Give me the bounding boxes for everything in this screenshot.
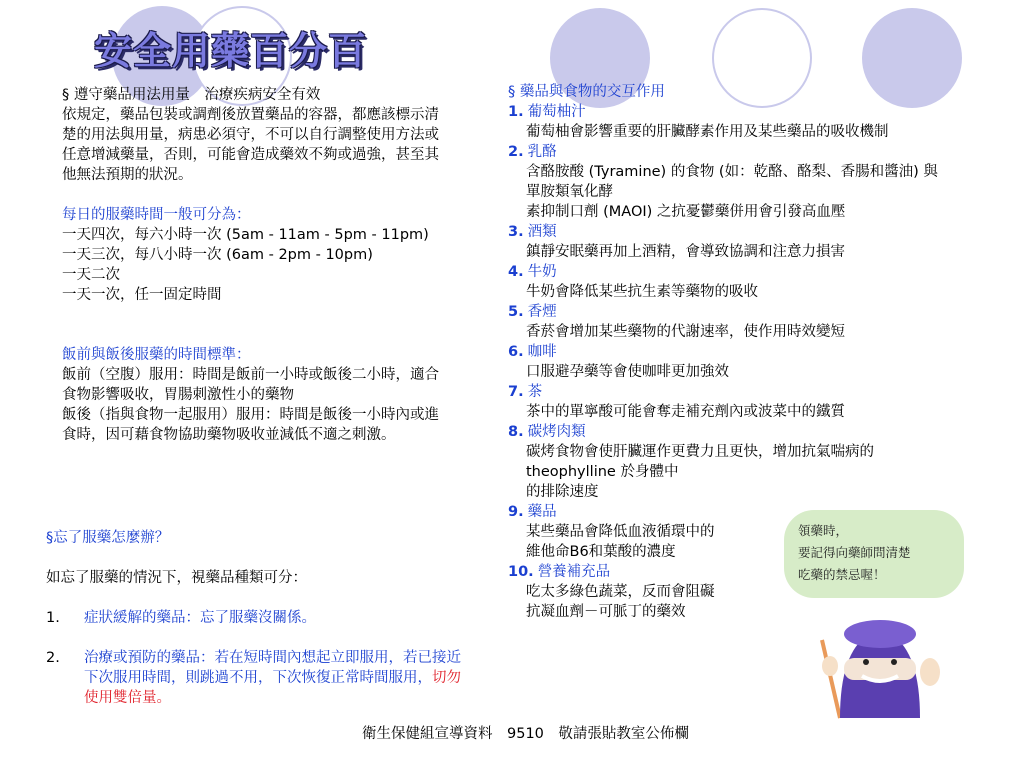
interaction-item-number: 1. bbox=[508, 104, 524, 120]
after-meal-paragraph: 飯後（指與食物一起服用）服用：時間是飯後一小時內或進食時，因可藉食物協助藥物吸收並減低不適之刺激。 bbox=[62, 407, 439, 443]
schedule-2x: 一天二次 bbox=[62, 267, 120, 283]
interaction-item bbox=[508, 382, 940, 422]
speech-bubble bbox=[784, 510, 964, 598]
interaction-item-desc: 碳烤食物會使肝臟運作更費力且更快，增加抗氣喘病的 theophylline 於身體中 bbox=[526, 444, 874, 480]
interaction-item-desc: 葡萄柚會影響重要的肝臟酵素作用及某些藥品的吸收機制 bbox=[526, 124, 889, 140]
interaction-item-desc: 含酪胺酸 (Tyramine) 的食物 (如：乾酪、酪梨、香腸和醬油) 與單胺類氧化酵 bbox=[526, 164, 938, 200]
list-item bbox=[46, 608, 466, 628]
list-number: 1. bbox=[46, 610, 60, 626]
schedule-1x: 一天一次，任一固定時間 bbox=[62, 287, 222, 303]
interaction-item-desc: 抗凝血劑－可脈丁的藥效 bbox=[526, 604, 686, 620]
section-heading-dosage: § 遵守藥品用法用量 治療疾病安全有效 bbox=[62, 87, 321, 103]
interaction-item-desc: 鎮靜安眠藥再加上酒精，會導致協調和注意力損害 bbox=[526, 244, 845, 260]
interaction-item-number: 10. bbox=[508, 564, 534, 580]
interaction-item-number: 2. bbox=[508, 144, 524, 160]
interaction-item-name: 酒類 bbox=[527, 224, 557, 240]
interaction-item-title bbox=[508, 302, 940, 322]
interaction-item-number: 5. bbox=[508, 304, 524, 320]
interaction-item-desc: 牛奶會降低某些抗生素等藥物的吸收 bbox=[526, 284, 758, 300]
footer-note: 衛生保健組宣導資料 9510 敬請張貼教室公佈欄 bbox=[362, 726, 689, 742]
interaction-item bbox=[508, 422, 940, 502]
interaction-item bbox=[508, 142, 940, 222]
left-top-section bbox=[62, 85, 442, 445]
interaction-item-title bbox=[508, 222, 940, 242]
interaction-item-number: 7. bbox=[508, 384, 524, 400]
interaction-item bbox=[508, 302, 940, 342]
interaction-item-name: 碳烤肉類 bbox=[527, 424, 586, 440]
interaction-item-number: 9. bbox=[508, 504, 524, 520]
list-number: 2. bbox=[46, 650, 60, 666]
interaction-item-desc: 吃太多綠色蔬菜，反而會阻礙 bbox=[526, 584, 715, 600]
interaction-item bbox=[508, 222, 940, 262]
speech-line-2: 要記得向藥師問清楚 bbox=[798, 545, 911, 560]
interaction-item-desc: 的排除速度 bbox=[526, 484, 599, 500]
interaction-item bbox=[508, 102, 940, 142]
interaction-item-desc: 香菸會增加某些藥物的代謝速率，使作用時效變短 bbox=[526, 324, 845, 340]
schedule-3x: 一天三次，每八小時一次 (6am - 2pm - 10pm) bbox=[62, 247, 373, 263]
interaction-item-title bbox=[508, 342, 940, 362]
schedule-heading: 每日的服藥時間一般可分為： bbox=[62, 207, 251, 223]
interaction-item-number: 4. bbox=[508, 264, 524, 280]
interaction-item-title bbox=[508, 382, 940, 402]
interaction-item bbox=[508, 342, 940, 382]
interaction-item-number: 8. bbox=[508, 424, 524, 440]
meal-timing-heading: 飯前與飯後服藥的時間標準： bbox=[62, 347, 251, 363]
interaction-item-name: 營養補充品 bbox=[537, 564, 611, 580]
interaction-item-name: 藥品 bbox=[527, 504, 557, 520]
interaction-item-name: 茶 bbox=[527, 384, 543, 400]
speech-line-3: 吃藥的禁忌喔！ bbox=[798, 567, 886, 582]
before-meal-paragraph: 飯前（空腹）服用：時間是飯前一小時或飯後二小時，適合食物影響吸收，胃腸刺激性小的藥物 bbox=[62, 367, 439, 403]
interaction-item-title bbox=[508, 142, 940, 162]
list-text: 症狀緩解的藥品：忘了服藥沒關係。 bbox=[84, 610, 316, 626]
page-title: 安全用藥百分百 bbox=[94, 29, 368, 73]
interaction-item-title bbox=[508, 102, 940, 122]
interaction-item-desc: 素抑制口劑 (MAOI) 之抗憂鬱藥併用會引發高血壓 bbox=[526, 204, 846, 220]
interaction-item-desc: 口服避孕藥等會使咖啡更加強效 bbox=[526, 364, 729, 380]
list-text bbox=[84, 648, 466, 708]
dosage-paragraph: 依規定，藥品包裝或調劑後放置藥品的容器，都應該標示清楚的用法與用量，病患必須守，不可以自行調整使用方法或任意增減藥量，否則，可能會造成藥效不夠或過強，甚至其他無法預期的狀況。 bbox=[62, 107, 439, 183]
interaction-item-number: 3. bbox=[508, 224, 524, 240]
interaction-item-number: 6. bbox=[508, 344, 524, 360]
interaction-item-name: 牛奶 bbox=[527, 264, 557, 280]
left-bottom-section bbox=[46, 528, 466, 708]
interaction-item-name: 乳酪 bbox=[527, 144, 557, 160]
list-item bbox=[46, 648, 466, 708]
missed-dose-heading: §忘了服藥怎麼辦？ bbox=[46, 530, 170, 546]
interaction-item bbox=[508, 262, 940, 302]
interaction-item-desc: 茶中的單寧酸可能會奪走補充劑內或波菜中的鐵質 bbox=[526, 404, 845, 420]
speech-line-1: 領藥時， bbox=[798, 523, 849, 538]
interaction-item-name: 葡萄柚汁 bbox=[527, 104, 586, 120]
pill-mascot-illustration bbox=[800, 600, 950, 720]
interaction-item-title bbox=[508, 422, 940, 442]
interaction-item-name: 咖啡 bbox=[527, 344, 557, 360]
interaction-item-desc: 某些藥品會降低血液循環中的 bbox=[526, 524, 715, 540]
warning-text: 切勿使用雙倍量。 bbox=[84, 670, 461, 706]
list-text-main: 治療或預防的藥品：若在短時間內想起立即服用，若已接近下次服用時間，則跳過不用，下次恢復正常時間服用， bbox=[84, 650, 461, 686]
schedule-4x: 一天四次，每六小時一次 (5am - 11am - 5pm - 11pm) bbox=[62, 227, 429, 243]
interaction-item-desc: 維他命B6和葉酸的濃度 bbox=[526, 544, 676, 560]
interaction-item-name: 香煙 bbox=[527, 304, 557, 320]
interaction-item-title bbox=[508, 262, 940, 282]
missed-dose-intro: 如忘了服藥的情況下，視藥品種類可分： bbox=[46, 570, 307, 586]
interaction-heading: § 藥品與食物的交互作用 bbox=[508, 84, 665, 100]
